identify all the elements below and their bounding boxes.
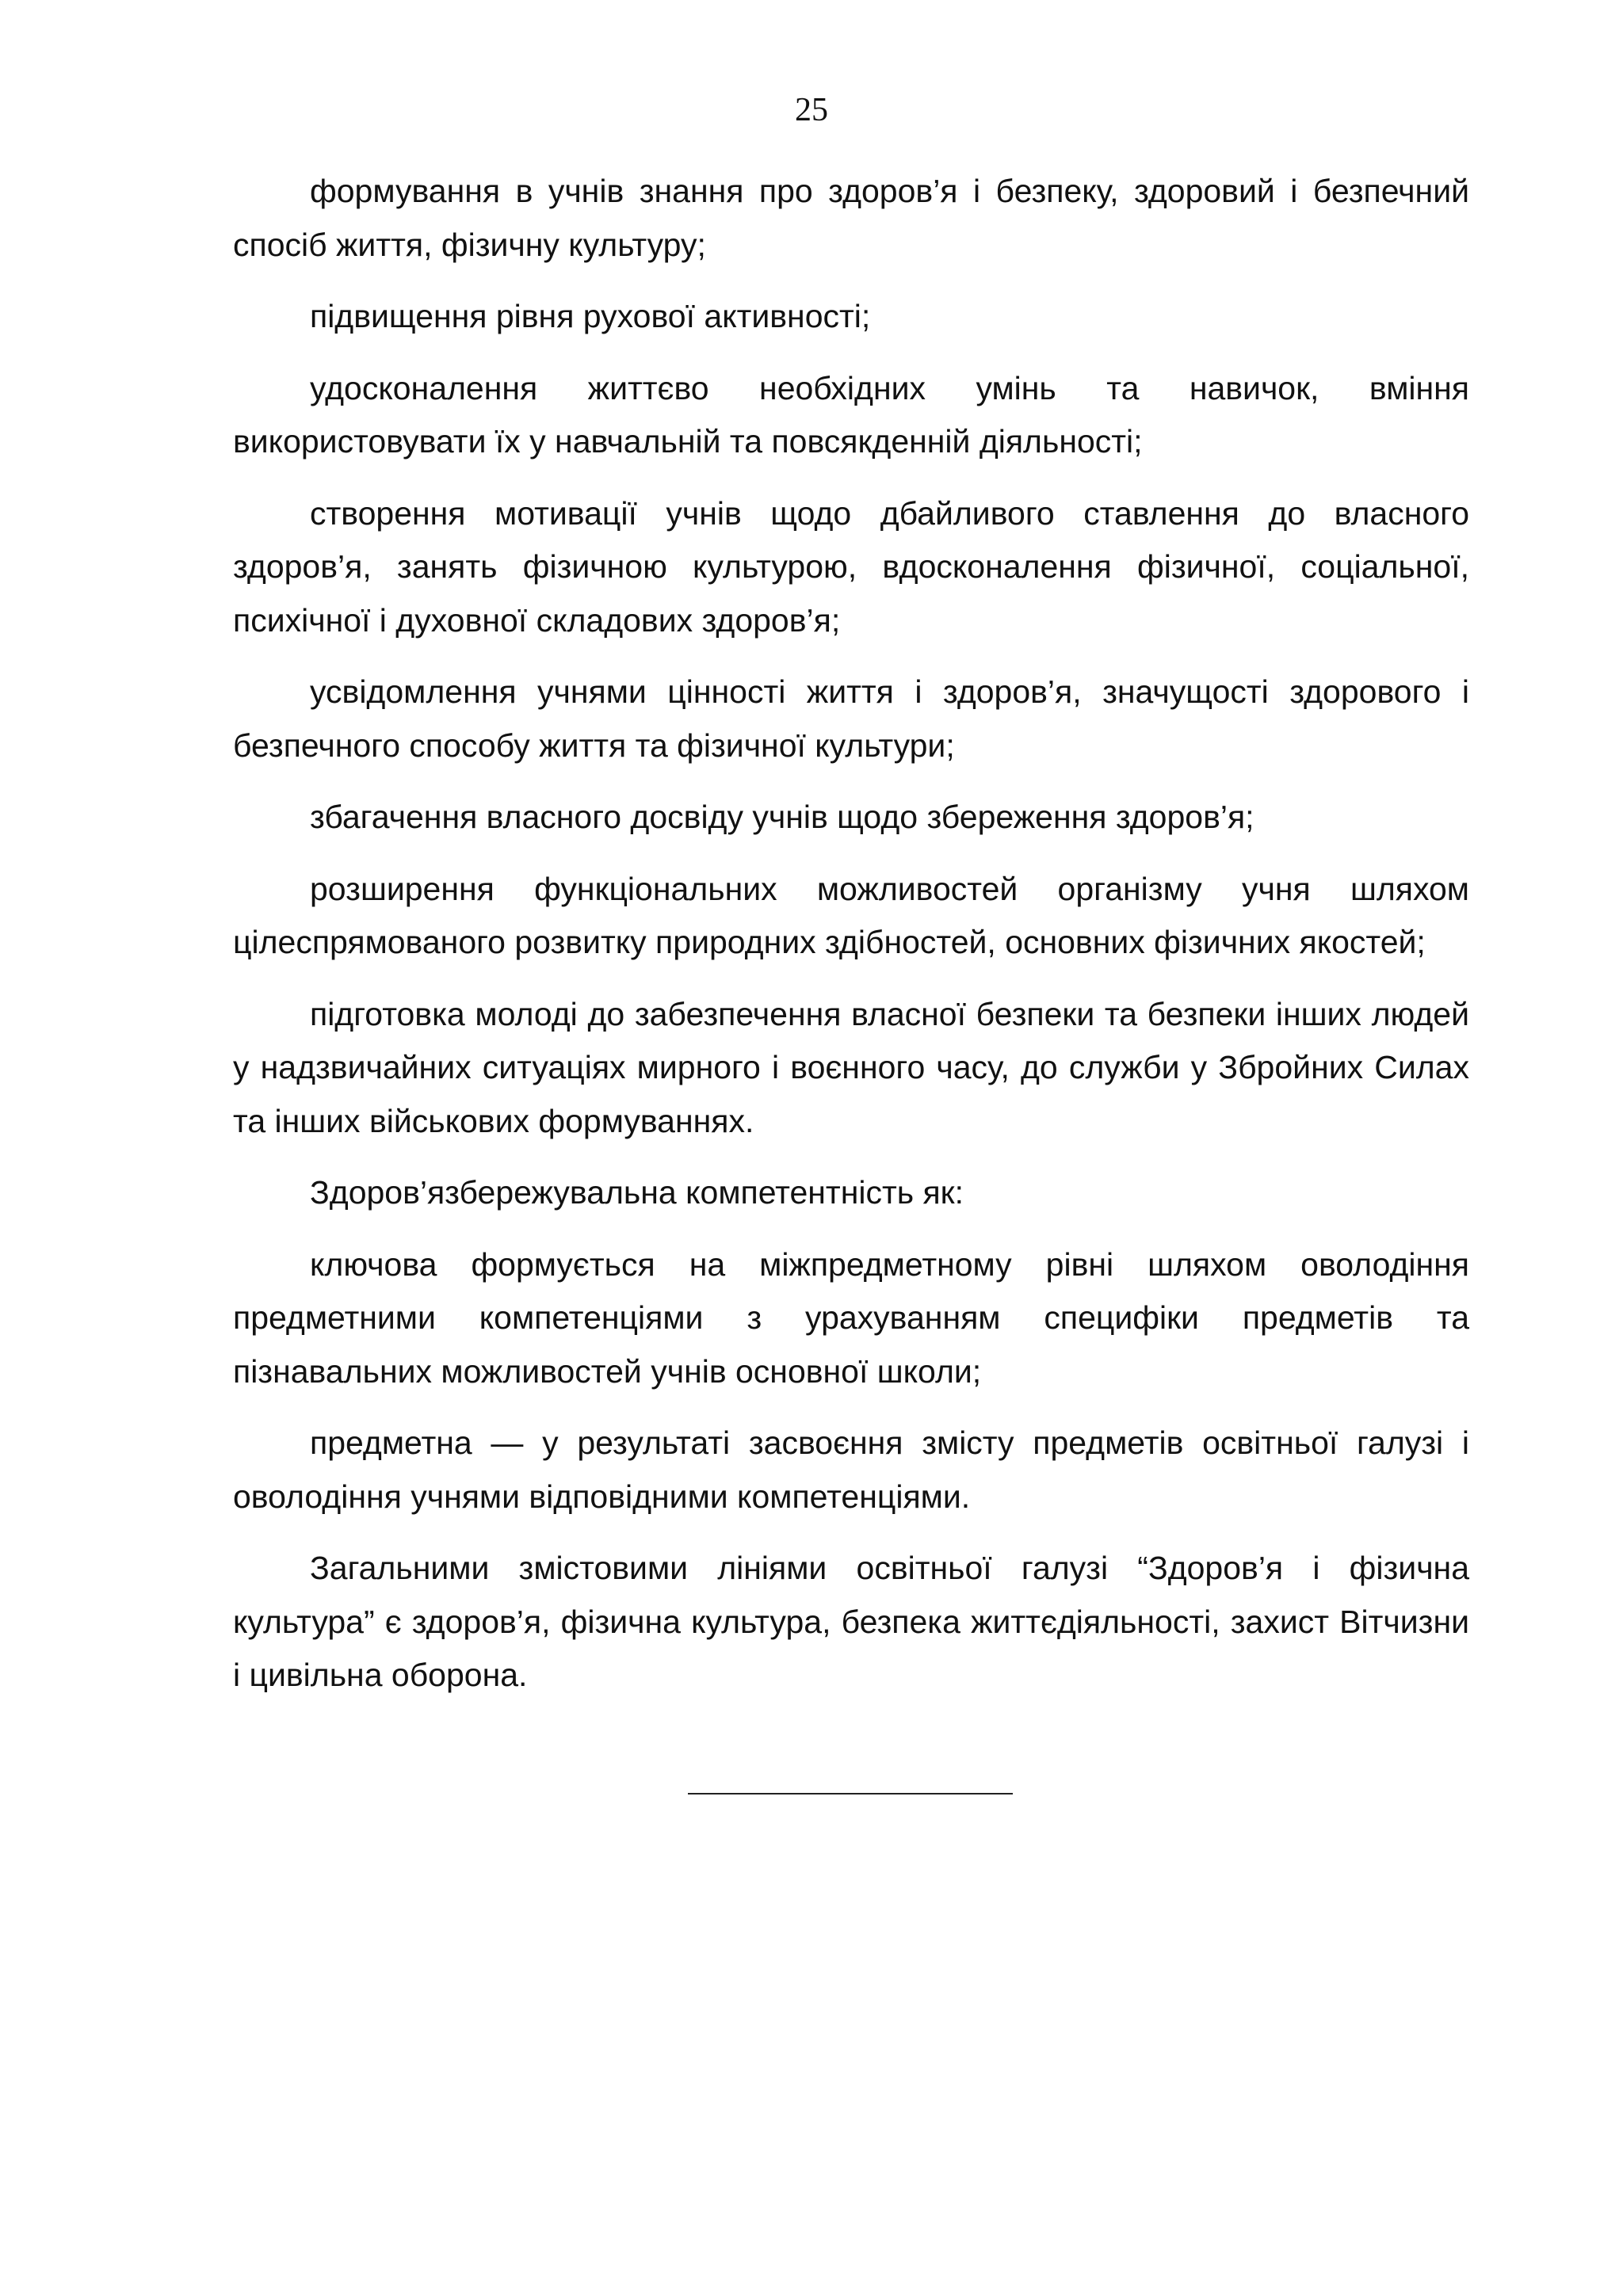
paragraph-2: підвищення рівня рухової активності; — [310, 298, 871, 334]
paragraph-10: ключова формується на міжпредметному рівні шляхом оволодіння предметними компетенціями з урахуванням специфіки предметів та пізнавальних можливостей учнів основної школи; — [233, 1245, 1469, 1390]
paragraph-5: усвідомлення учнями цінності життя і здоров’я, значущості здорового і безпечного способу життя та фізичної культури; — [233, 673, 1469, 764]
paragraph-1: формування в учнів знання про здоров’я і безпеку, здоровий і безпечний спосіб життя, фізичну культуру; — [233, 173, 1469, 263]
paragraph-3: удосконалення життєво необхідних умінь та навичок, вміння використовувати їх у навчальній та повсякденній діяльності; — [233, 369, 1469, 460]
paragraph-4: створення мотивації учнів щодо дбайливого ставлення до власного здоров’я, занять фізичною культурою, вдосконалення фізичної, соціальної, психічної і духовної складових здоров’я; — [233, 494, 1469, 639]
end-divider-line — [688, 1793, 1013, 1794]
paragraph-9: Здоров’язбережувальна компетентність як: — [310, 1174, 964, 1211]
paragraph-7: розширення функціональних можливостей організму учня шляхом цілеспрямованого розвитку природних здібностей, основних фізичних якостей; — [233, 870, 1469, 960]
page-number: 25 — [795, 92, 828, 128]
paragraph-12: Загальними змістовими лініями освітньої галузі “Здоров’я і фізична культура” є здоров’я, фізична культура, безпека життєдіяльності, захист Вітчизни і цивільна оборона. — [233, 1550, 1469, 1693]
paragraph-11: предметна — у результаті засвоєння змісту предметів освітньої галузі і оволодіння учнями відповідними компетенціями. — [233, 1425, 1469, 1515]
paragraph-8: підготовка молоді до забезпечення власної безпеки та безпеки інших людей у надзвичайних ситуаціях мирного і воєнного часу, до служби у Збройних Силах та інших військових формуваннях. — [233, 995, 1469, 1139]
paragraph-6: збагачення власного досвіду учнів щодо збереження здоров’я; — [310, 799, 1254, 835]
body-text — [233, 165, 1469, 1721]
